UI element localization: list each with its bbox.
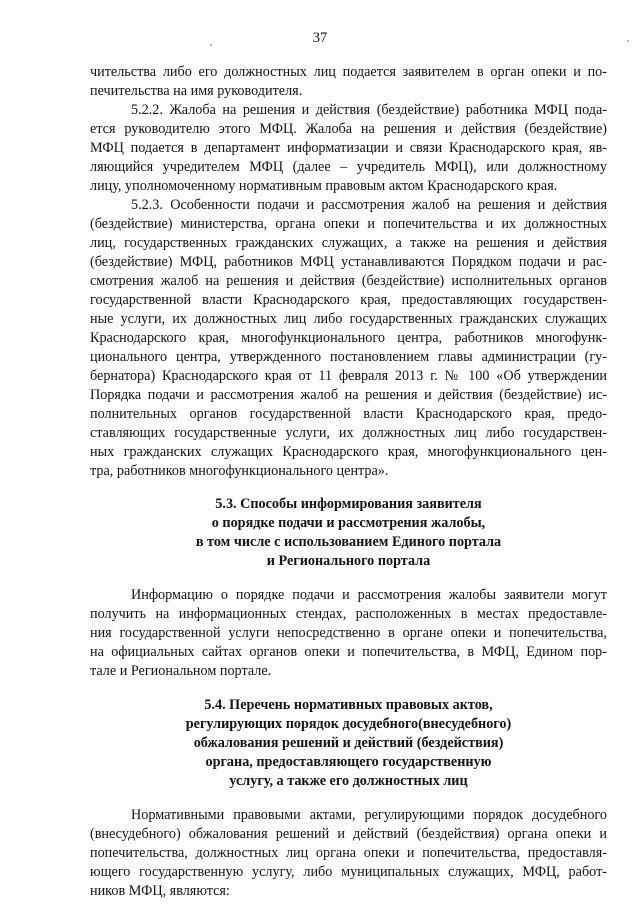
section-heading: в том числе с использованием Единого портала [195, 534, 502, 550]
text-line: Нормативными правовыми актами, регулирующими порядок досудебного [131, 807, 607, 823]
text-line: (внесудебного) обжалования решений и действий (бездействия) органа опеки и [90, 826, 607, 842]
text-line: ников МФЦ, являются: [90, 883, 230, 899]
text-line: ется руководителю этого МФЦ. Жалоба на решения и действия (бездействие) [90, 121, 607, 137]
text-line: Порядка подачи и рассмотрения жалоб на решения и действия (бездействие) ис- [90, 387, 607, 403]
text-line: ния государственной услуги непосредственно в органе опеки и попечительства, [90, 625, 607, 641]
text-line: печительства на имя руководителя. [90, 83, 303, 99]
text-line: бернатора) Краснодарского края от 11 февраля 2013 г. № 100 «Об утверждении [90, 368, 607, 384]
text-line: попечительства, должностных лиц органа опеки и попечительства, предоставля- [90, 845, 607, 861]
text-line: 5.2.3. Особенности подачи и рассмотрения жалоб на решения и действия [131, 197, 607, 213]
section-heading: услугу, а также его должностных лиц [229, 773, 468, 789]
text-line: (бездействие) министерства, органа опеки и попечительства и их должностных [90, 216, 607, 232]
text-line: ционального центра, утвержденного постановлением главы администрации (гу- [90, 349, 607, 365]
text-line: лицу, уполномоченному нормативным правовым актом Краснодарского края. [90, 178, 558, 194]
text-line: государственной власти Краснодарского края, предоставляющих государствен- [90, 292, 607, 308]
text-line: полнительных органов государственной власти Краснодарского края, предо- [90, 406, 607, 422]
text-line: ставляющих государственные услуги, их должностных лиц либо государствен- [90, 425, 607, 441]
section-heading: органа, предоставляющего государственную [205, 754, 492, 770]
text-line: лиц, государственных гражданских служащих, а также на решения и действия [90, 235, 607, 251]
text-line: Краснодарского края, многофункционального центра, работников многофунк- [90, 330, 607, 346]
section-heading: 5.3. Способы информирования заявителя [215, 496, 482, 512]
section-heading: обжалования решений и действий (бездействия) [193, 735, 504, 751]
text-line: на официальных сайтах органов опеки и попечительства, в МФЦ, Едином пор- [90, 644, 607, 660]
text-line: смотрения жалоб на решения и действия (бездействие) исполнительных органов [90, 273, 607, 289]
text-line: (бездействие) МФЦ, работников МФЦ устанавливаются Порядком подачи и рас- [90, 254, 607, 270]
scan-speck [627, 40, 629, 42]
text-line: получить на информационных стендах, расположенных в местах предоставле- [90, 606, 607, 622]
text-line: тра, работников многофункционального центра». [90, 463, 389, 479]
text-line: ющего государственную услугу, либо муниципальных служащих, МФЦ, работ- [90, 864, 607, 880]
text-line: Информацию о порядке подачи и рассмотрения жалобы заявители могут [131, 587, 607, 603]
text-line: ляющийся учредителем МФЦ (далее – учредитель МФЦ), или должностному [90, 159, 607, 175]
text-line: ные услуги, их должностных лиц либо государственных гражданских служащих [90, 311, 607, 327]
text-line: чительства либо его должностных лиц подается заявителем в орган опеки и по- [90, 64, 607, 80]
scan-speck [210, 44, 212, 46]
section-heading: регулирующих порядок досудебного(внесудебного) [185, 716, 512, 732]
section-heading: о порядке подачи и рассмотрения жалобы, [211, 515, 486, 531]
text-line: тале и Региональном портале. [90, 663, 272, 679]
section-heading: и Регионального портала [266, 553, 431, 569]
text-line: МФЦ подается в департамент информатизации и связи Краснодарского края, яв- [90, 140, 607, 156]
section-heading: 5.4. Перечень нормативных правовых актов, [204, 697, 493, 713]
text-line: ных гражданских служащих Краснодарского края, многофункционального цен- [90, 444, 607, 460]
text-line: 5.2.2. Жалоба на решения и действия (бездействие) работника МФЦ пода- [131, 102, 607, 118]
page-number: 37 [312, 30, 328, 46]
